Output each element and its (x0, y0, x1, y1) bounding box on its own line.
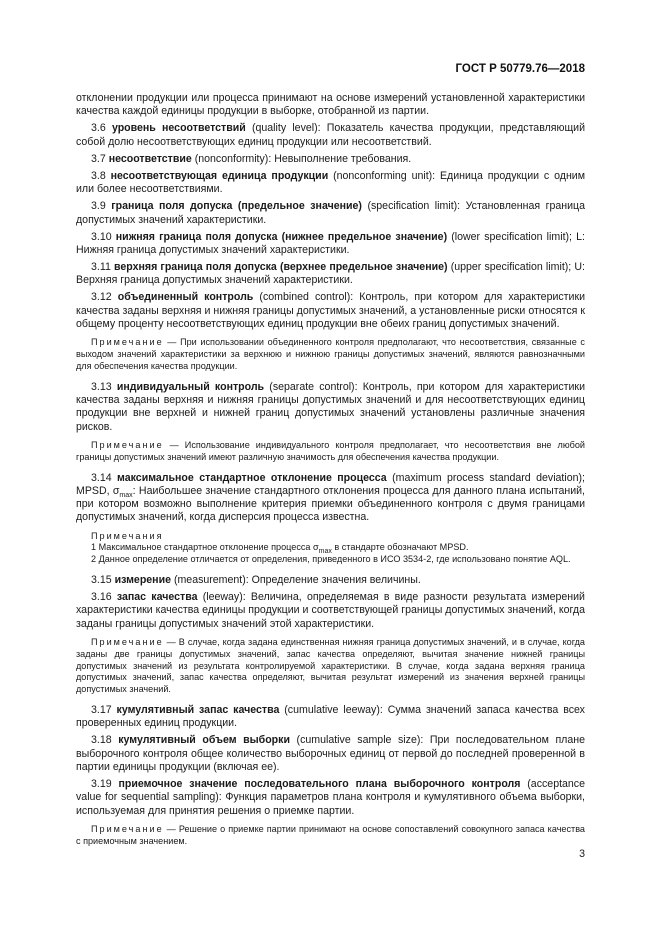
definition-3-18: 3.18 кумулятивный объем выборки (cumulative sample size): При последовательном плане выборочного контроля общее количество выборочных единиц от первой до последней проверенной в партии единицы продукции (включая ее). (76, 734, 585, 774)
definition-3-6: 3.6 уровень несоответствий (quality level): Показатель качества продукции, представляющий собой долю несоответствующих единиц продукции или несоответствий. (76, 122, 585, 148)
note-3-13: Примечание — Использование индивидуального контроля предполагает, что несоответствия вне любой границы допустимых значений имеют различную значимость для обеспечения качества продукции. (76, 439, 585, 462)
definition-3-15: 3.15 измерение (measurement): Определение значения величины. (91, 574, 421, 587)
definition-3-17: 3.17 кумулятивный запас качества (cumulative leeway): Сумма значений запаса качества всех проверенных единиц продукции. (76, 704, 585, 730)
definition-3-13: 3.13 индивидуальный контроль (separate control): Контроль, при котором для характеристики качества заданы верхняя и нижняя границы допустимых значений и для несоответствующих единиц продукции вне верхней и нижней границ допустимых значений установлены различные значения рисков. (76, 380, 585, 433)
definition-3-9: 3.9 граница поля допуска (предельное значение) (specification limit): Установленная граница допустимых значений характеристики. (76, 200, 585, 226)
definition-3-7: 3.7 несоответствие (nonconformity): Невыполнение требования. (91, 152, 412, 165)
definition-3-12: 3.12 объединенный контроль (combined control): Контроль, при котором для характеристики качества заданы верхняя и нижняя границы допустимых значений, а установленные риски относятся к общему проценту несоответствующих единиц продукции вне обеих границ допустимых значений. (76, 291, 586, 331)
definition-3-11: 3.11 верхняя граница поля допуска (верхнее предельное значение) (upper specification limit); U: Верхняя граница допустимых значений характеристики. (76, 261, 585, 287)
notes-heading: Примечания (91, 530, 164, 541)
notes-3-14 (76, 531, 585, 566)
document-body (76, 92, 585, 856)
intro-paragraph: отклонении продукции или процесса принимают на основе измерений установленной характеристики качества каждой единицы продукции в выборке, отобранной из партии. (76, 92, 585, 118)
note-3-14-item-1: 1 Максимальное стандартное отклонение процесса $\sigma_{max}$ в стандарте обозначают MPSD. (91, 542, 469, 556)
definition-3-19: 3.19 приемочное значение последовательного плана выборочного контроля (acceptance value for sequential sampling): Функция параметров плана контроля и кумулятивного объема выборки, используемая для принятия решения о приемке партии. (76, 778, 585, 817)
definition-3-8: 3.8 несоответствующая единица продукции (nonconforming unit): Единица продукции с одним или более несоответствиями. (76, 169, 585, 196)
note-3-16: Примечание — В случае, когда задана единственная нижняя граница допустимых значений, и в случае, когда заданы две границы допустимых значений, запас качества определяют, вычитая значение нижней границы допустимых значений из результата контролируемой характеристики. В случае, когда задана верхняя граница допустимых значений, запас качества определяют, вычитая результат измерений из значения верхней границы допустимых значений. (76, 637, 585, 695)
definition-3-10: 3.10 нижняя граница поля допуска (нижнее предельное значение) (lower specification limit); L: Нижняя граница допустимых значений характеристики. (76, 230, 585, 256)
note-3-14-item-2: 2 Данное определение отличается от определения, приведенного в ИСО 3534-2, где использовано понятие AQL. (91, 554, 571, 565)
note-3-19: Примечание — Решение о приемке партии принимают на основе сопоставлений совокупного запаса качества с приемочным значением. (76, 824, 585, 846)
definition-3-16: 3.16 запас качества (leeway): Величина, определяемая в виде разности результата измерений характеристики качества единицы продукции и соответствующей границы допустимых значений, когда заданы границы допустимых значений этой характеристики. (76, 591, 585, 630)
definition-3-14: 3.14 максимальное стандартное отклонение процесса (maximum process standard deviation); MPSD, $\sigma_{max}$: Наибольшее значение стандартного отклонения процесса для данного плана испытаний, при котором возможно выполнение критерия приемки объединенного контроля с двумя границами допустимых значений, когда дисперсия процесса известна. (76, 471, 585, 524)
standard-header: ГОСТ Р 50779.76—2018 (455, 63, 585, 75)
page-number: 3 (579, 848, 585, 860)
note-3-12: Примечание — При использовании объединенного контроля предполагают, что несоответствия, связанные с выходом значений характеристики за верхнюю и нижнюю границы допустимых значений, являются равнозначными для обеспечения качества продукции. (76, 337, 585, 371)
